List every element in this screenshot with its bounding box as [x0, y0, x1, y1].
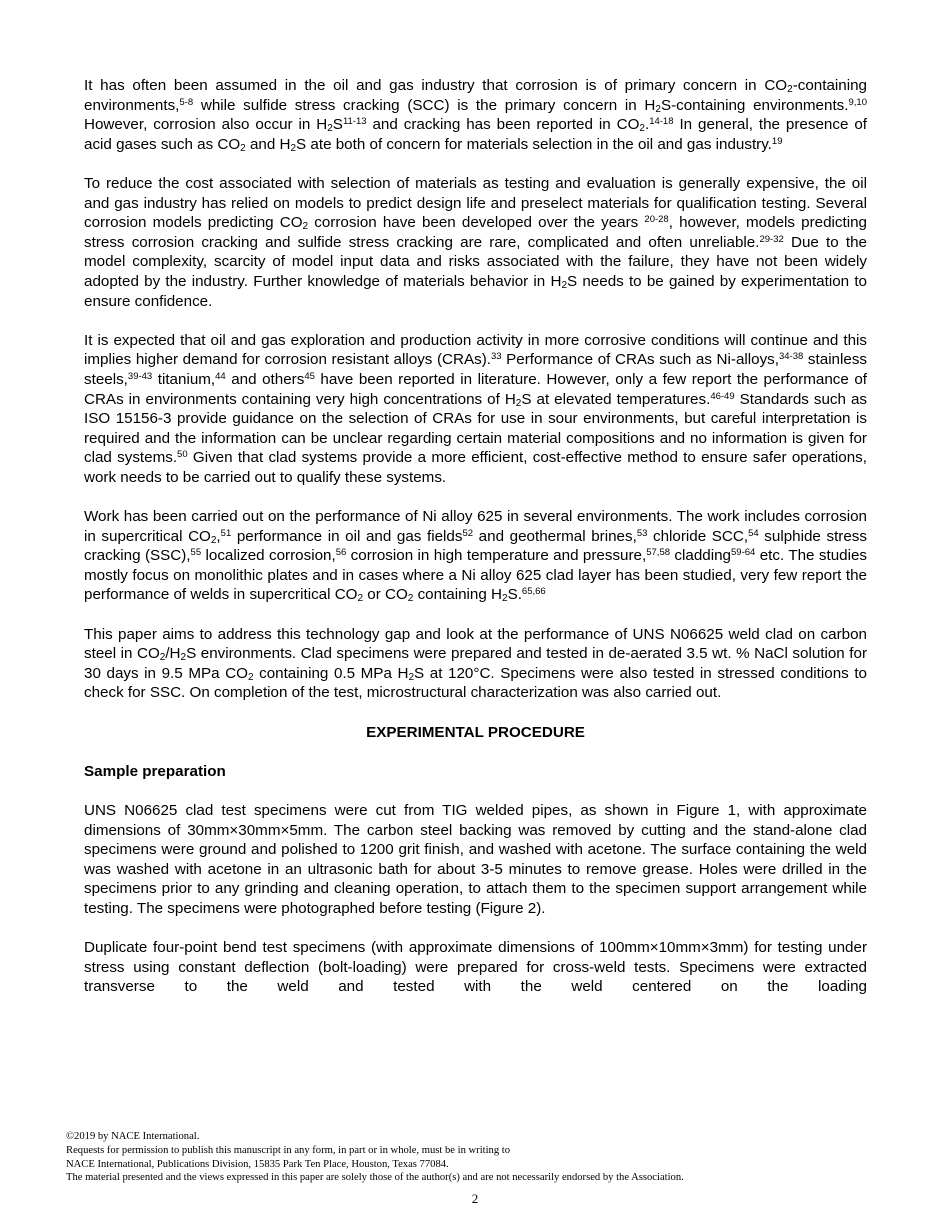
paragraph-paper-aims: This paper aims to address this technology gap and look at the performance of UNS N06625 weld clad on carbon steel in $CO_2/H_2S$ environments. Clad specimens were prepared and tested in de-aerated 3.5 wt. % NaCl solution for 30 days in 9.5 MPa $CO_2$ containing 0.5 MPa $H_2S$ at 120°C. Specimens were also tested in stressed conditions to check for SSC. On completion of the test, microstructural characterization was also carried out. — [84, 625, 868, 702]
section-heading: EXPERIMENTAL PROCEDURE — [366, 723, 585, 741]
page-body — [84, 76, 867, 1017]
page-number: 2 — [471, 1191, 479, 1206]
copyright-footer — [66, 1130, 906, 1185]
paragraph-four-point-bend: Duplicate four-point bend test specimens (with approximate dimensions of 100mm×10mm×3mm) for testing under stress using constant deflection (bolt-loading) were prepared for cross-weld tests. Specimens were extracted transverse to the weld and tested with the weld centered on the loading — [84, 939, 867, 996]
paragraph-corrosion-models: To reduce the cost associated with selection of materials as testing and evaluation is generally expensive, the oil and gas industry has relied on models to predict design life and preselect materials for qualification testing. Several corrosion models predicting $CO_2$ corrosion have been developed over the years $^{20-28}$, however, models predicting stress corrosion cracking and sulfide stress cracking are rare, complicated and often unreliable.$^{29-32}$ Due to the model complexity, scarcity of model input data and risks associated with the failure, they have not been widely adopted by the industry. Further knowledge of materials behavior in $H_2S$ needs to be gained by experimentation to ensure confidence. — [84, 174, 867, 310]
footer-disclaimer: The material presented and the views expressed in this paper are solely those of the author(s) and are not necessarily endorsed by the Association. — [66, 1172, 684, 1184]
paragraph-specimen-cutting: UNS N06625 clad test specimens were cut from TIG welded pipes, as shown in Figure 1, with approximate dimensions of 30mm×30mm×5mm. The carbon steel backing was removed by cutting and the stand-alone clad specimens were ground and polished to 1200 grit finish, and washed with acetone. The surface containing the weld was washed with acetone in an ultrasonic bath for about 3-5 minutes to remove grease. Holes were drilled in the specimens prior to any grinding and cleaning operation, to attach them to the specimen support arrangement while testing. The specimens were photographed before testing (Figure 2). — [84, 801, 867, 917]
footer-permission: Requests for permission to publish this manuscript in any form, in part or in whole, must be in writing to — [66, 1144, 511, 1156]
footer-address: NACE International, Publications Division, 15835 Park Ten Place, Houston, Texas 77084. — [66, 1158, 449, 1170]
paragraph-corrosion-vs-cracking: It has often been assumed in the oil and gas industry that corrosion is of primary concern in $CO_2$-containing environments,$^{5-8}$ while sulfide stress cracking (SCC) is the primary concern in $H_2S$-containing environments.$^{9,10}$ However, corrosion also occur in $H_2S^{11-13}$ and cracking has been reported in $CO_2.^{14-18}$ In general, the presence of acid gases such as $CO_2$ and $H_2S$ ate both of concern for materials selection in the oil and gas industry.$^{19}$ — [84, 77, 867, 154]
subsection-heading: Sample preparation — [84, 762, 226, 780]
paragraph-cra-performance: It is expected that oil and gas exploration and production activity in more corrosive conditions will continue and this implies higher demand for corrosion resistant alloys (CRAs).$^{33}$ Performance of CRAs such as Ni-alloys,$^{34-38}$ stainless steels,$^{39-43}$ titanium,$^{44}$ and others$^{45}$ have been reported in literature. However, only a few report the performance of CRAs in environments containing very high concentrations of $H_2S$ at elevated temperatures.$^{46-49}$ Standards such as ISO 15156-3 provide guidance on the selection of CRAs for use in sour environments, but careful interpretation is required and the information can be unclear regarding certain material compositions and no information is given for clad systems.$^{50}$ Given that clad systems provide a more efficient, cost-effective method to ensure safer operations, work needs to be carried out to qualify these systems. — [84, 331, 868, 486]
paragraph-ni-alloy-625-work: Work has been carried out on the performance of Ni alloy 625 in several environments. The work includes corrosion in supercritical $CO_2,^{51}$ performance in oil and gas fields$^{52}$ and geothermal brines,$^{53}$ chloride SCC,$^{54}$ sulphide stress cracking (SSC),$^{55}$ localized corrosion,$^{56}$ corrosion in high temperature and pressure,$^{57,58}$ cladding$^{59-64}$ etc. The studies mostly focus on monolithic plates and in cases where a Ni alloy 625 clad layer has been studied, very few report the performance of welds in supercritical $CO_2$ or $CO_2$ containing $H_2S.^{65,66}$ — [84, 508, 868, 605]
footer-copyright: ©2019 by NACE International. — [66, 1131, 200, 1142]
